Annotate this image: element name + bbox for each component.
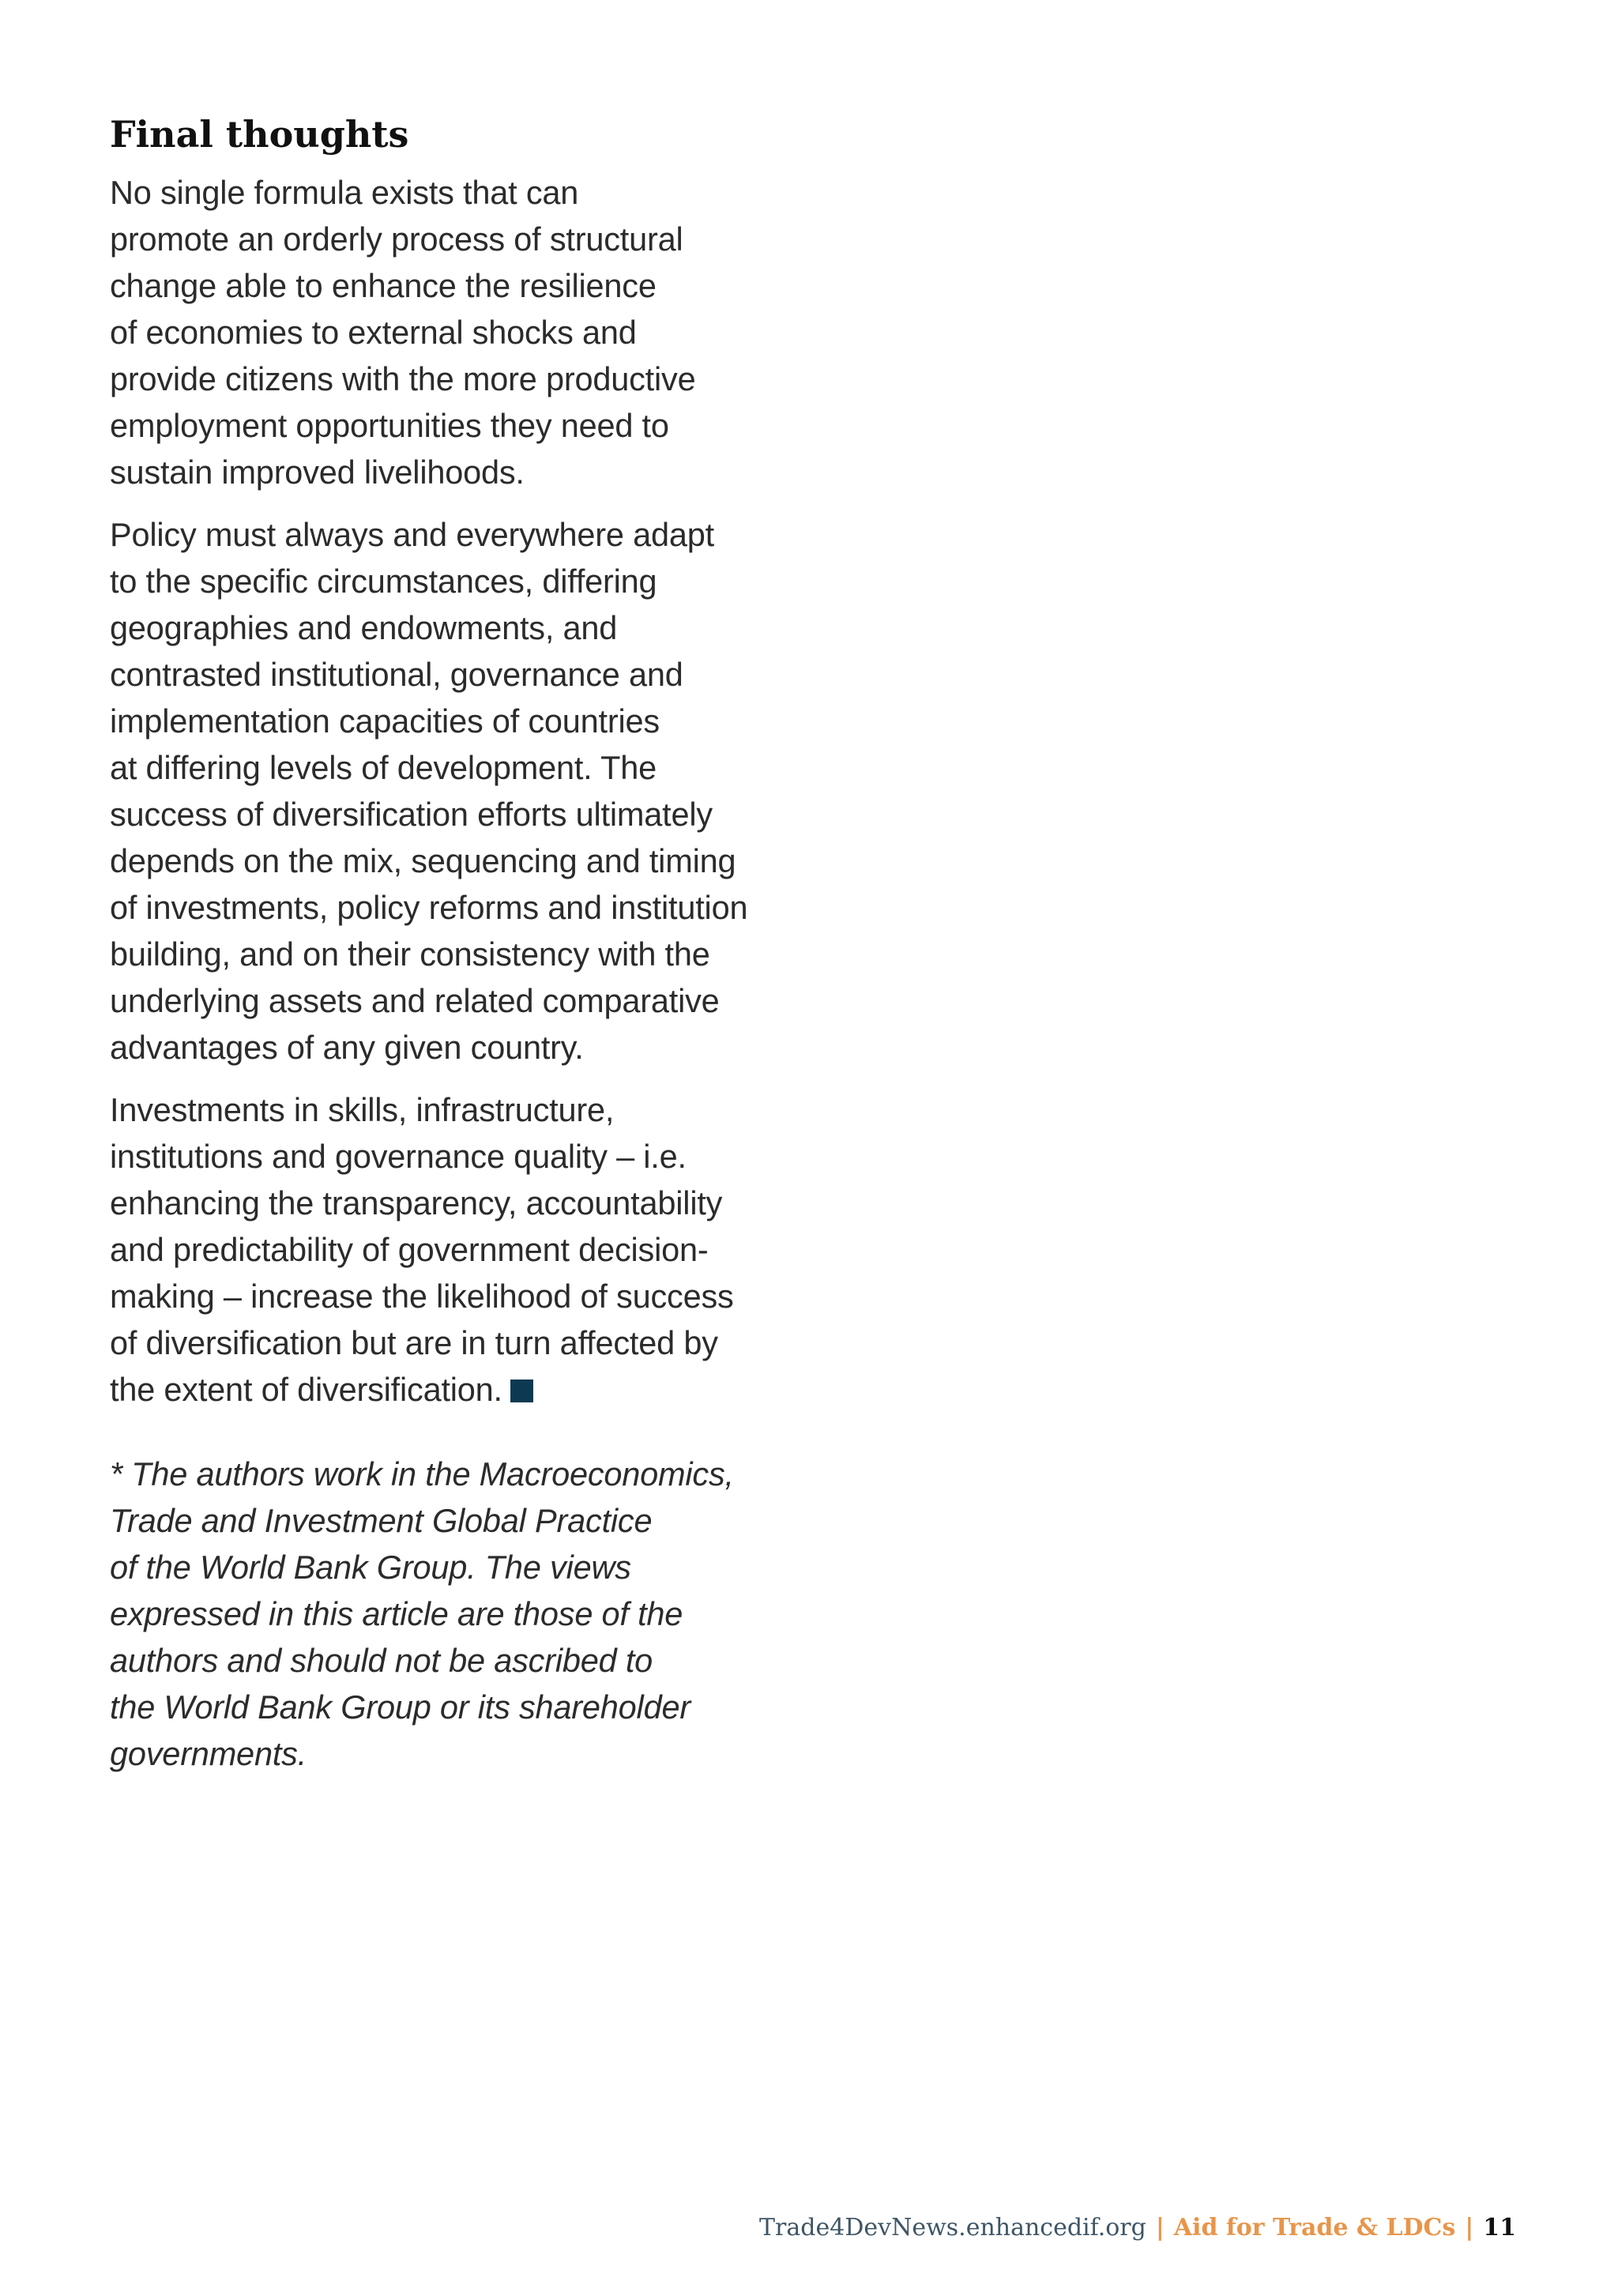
text-line: Policy must always and everywhere adapt bbox=[110, 516, 714, 553]
text-line: promote an orderly process of structural bbox=[110, 220, 683, 258]
note-line: governments. bbox=[110, 1735, 307, 1772]
text-line: No single formula exists that can bbox=[110, 174, 579, 211]
footer-site-link[interactable]: Trade4DevNews.enhancedif.org bbox=[759, 2214, 1146, 2241]
text-line: of investments, policy reforms and institution bbox=[110, 889, 748, 926]
footer-publication-title: Aid for Trade & LDCs bbox=[1173, 2214, 1456, 2241]
text-line: depends on the mix, sequencing and timing bbox=[110, 842, 736, 879]
paragraph-1 bbox=[110, 169, 805, 495]
footer-separator: | bbox=[1465, 2214, 1474, 2241]
text-line: change able to enhance the resilience bbox=[110, 267, 657, 304]
page-number: 11 bbox=[1483, 2214, 1516, 2241]
text-line: of diversification but are in turn affected by bbox=[110, 1324, 718, 1361]
text-line: sustain improved livelihoods. bbox=[110, 454, 525, 491]
text-line: Investments in skills, infrastructure, bbox=[110, 1091, 615, 1128]
last-line bbox=[110, 1366, 805, 1413]
note-line: * The authors work in the Macroeconomics, bbox=[110, 1455, 734, 1492]
section-heading: Final thoughts bbox=[110, 113, 409, 156]
end-of-article-square-icon bbox=[510, 1379, 533, 1402]
note-line: of the World Bank Group. The views bbox=[110, 1549, 631, 1586]
text-line: contrasted institutional, governance and bbox=[110, 656, 683, 693]
author-note bbox=[110, 1451, 805, 1777]
text-line: advantages of any given country. bbox=[110, 1029, 584, 1066]
note-line: authors and should not be ascribed to bbox=[110, 1642, 653, 1679]
text-line: enhancing the transparency, accountability bbox=[110, 1184, 723, 1221]
paragraph-2 bbox=[110, 511, 805, 1071]
text-line: employment opportunities they need to bbox=[110, 407, 669, 444]
text-line: implementation capacities of countries bbox=[110, 702, 660, 740]
footer-separator: | bbox=[1155, 2214, 1165, 2241]
note-line: Trade and Investment Global Practice bbox=[110, 1502, 653, 1539]
text-line: at differing levels of development. The bbox=[110, 749, 657, 786]
text-line: of economies to external shocks and bbox=[110, 314, 637, 351]
text-line: institutions and governance quality – i.e. bbox=[110, 1138, 687, 1175]
note-line: the World Bank Group or its shareholder bbox=[110, 1688, 690, 1726]
text-line: to the specific circumstances, differing bbox=[110, 563, 657, 600]
page-footer bbox=[759, 2212, 1516, 2244]
text-line: underlying assets and related comparative bbox=[110, 982, 720, 1019]
text-line: and predictability of government decision- bbox=[110, 1231, 709, 1268]
text-line: the extent of diversification. bbox=[110, 1371, 502, 1408]
note-line: expressed in this article are those of the bbox=[110, 1595, 683, 1632]
text-line: building, and on their consistency with the bbox=[110, 935, 710, 973]
text-line: provide citizens with the more productive bbox=[110, 360, 696, 397]
paragraph-3 bbox=[110, 1086, 805, 1413]
text-line: making – increase the likelihood of success bbox=[110, 1278, 734, 1315]
article-column bbox=[110, 111, 805, 1777]
text-line: success of diversification efforts ultimately bbox=[110, 796, 713, 833]
text-line: geographies and endowments, and bbox=[110, 609, 618, 646]
